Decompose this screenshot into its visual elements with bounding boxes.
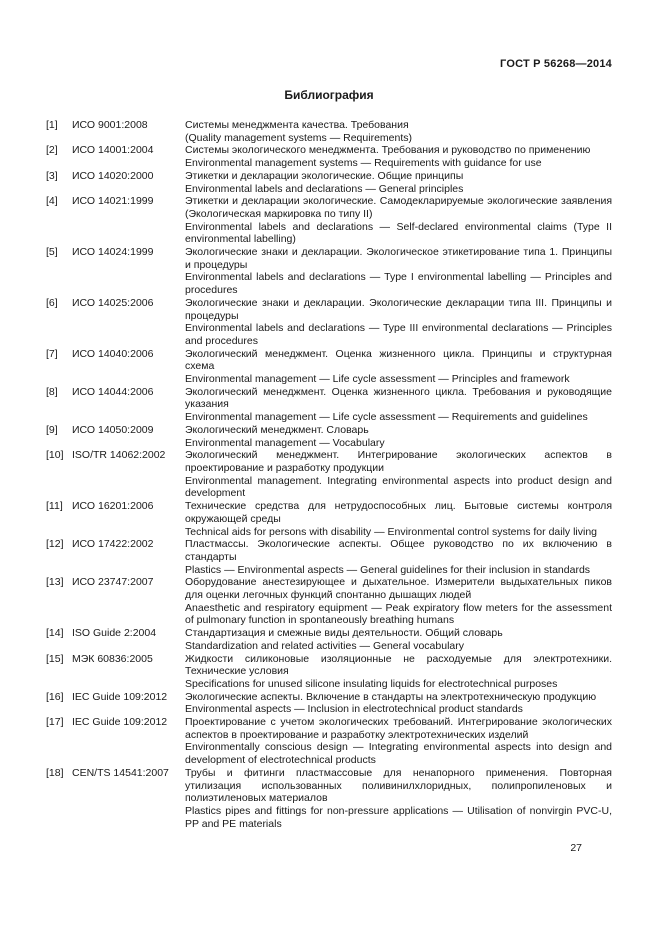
entry-ref: [18] (46, 766, 64, 779)
entry-description (185, 691, 612, 716)
entry-standard-code: ИСО 14024:1999 (72, 246, 154, 259)
bibliography-entry (46, 424, 612, 449)
entry-standard-code: ИСО 14001:2004 (72, 144, 154, 157)
entry-standard-code: IEC Guide 109:2012 (72, 716, 168, 729)
entry-title-ru: Проектирование с учетом экологических требований. Интегрирование экологических аспектов в проектирование и разработку электротехнических изделий (185, 716, 612, 741)
entry-standard-code: ISO/TR 14062:2002 (72, 449, 166, 462)
entry-standard-code: ИСО 14050:2009 (72, 423, 154, 436)
entry-description (185, 119, 612, 144)
entry-ref: [10] (46, 449, 64, 462)
entry-description (185, 500, 612, 538)
entry-title-en: Environmental labels and declarations — General principles (185, 182, 464, 195)
entry-title-en: Environmentally conscious design — Integrating environmental aspects into design and development of electrotechnical products (185, 741, 612, 767)
entry-title-ru: Этикетки и декларации экологические. Самодекларируемые экологические заявления (Экологическая маркировка по типу II) (185, 195, 612, 220)
entry-title-ru: Экологические аспекты. Включение в стандарты на электротехническую продукцию (185, 690, 597, 703)
entry-title-ru: Оборудование анестезирующее и дыхательное. Измерители выдыхательных пиков для оценки легочных функций спонтанно дышащих людей (185, 576, 612, 602)
entry-title-ru: Этикетки и декларации экологические. Общие принципы (185, 169, 464, 182)
entry-description (185, 386, 612, 424)
bibliography-entry (46, 653, 612, 691)
entry-title-ru: Экологический менеджмент. Оценка жизненного цикла. Требования и руководящие указания (185, 385, 612, 411)
entry-title-ru: Трубы и фитинги пластмассовые для ненапорного применения. Повторная утилизация использованных поливинилхлоридных, полипропиленовых и полиэтиленовых материалов (185, 766, 612, 805)
bibliography-entry (46, 449, 612, 500)
bibliography-list (46, 119, 612, 830)
entry-title-en: Specifications for unused silicone insulating liquids for electrotechnical purposes (185, 677, 558, 690)
entry-standard-code: ИСО 14020:2000 (72, 169, 154, 182)
entry-description (185, 449, 612, 500)
entry-title-en: Environmental management. Integrating environmental aspects into product design and development (185, 474, 612, 500)
bibliography-entry (46, 767, 612, 831)
entry-standard-code: МЭК 60836:2005 (72, 652, 153, 665)
entry-title-ru: Жидкости силиконовые изоляционные не расходуемые для электротехники. Технические условия (185, 652, 612, 678)
entry-title-en: Anaesthetic and respiratory equipment — Peak expiratory flow meters for the assessment of pulmonary function in spontaneously breathing humans (185, 601, 612, 627)
entry-title-en: Environmental management — Life cycle assessment — Principles and framework (185, 373, 570, 386)
entry-description (185, 195, 612, 246)
entry-description (185, 653, 612, 691)
entry-title-en: (Quality management systems — Requirements) (185, 131, 412, 144)
entry-ref: [4] (46, 195, 58, 208)
entry-title-ru: Системы экологического менеджмента. Требования и руководство по применению (185, 144, 591, 157)
entry-standard-code: ИСО 23747:2007 (72, 576, 154, 589)
entry-title-en: Environmental aspects — Inclusion in electrotechnical product standards (185, 703, 523, 716)
entry-standard-code: ИСО 14021:1999 (72, 195, 154, 208)
entry-ref: [17] (46, 716, 64, 729)
entry-title-ru: Экологический менеджмент. Словарь (185, 423, 369, 436)
entry-title-en: Plastics — Environmental aspects — General guidelines for their inclusion in standards (185, 563, 591, 576)
bibliography-entry (46, 500, 612, 538)
entry-description (185, 576, 612, 627)
entry-description (185, 246, 612, 297)
entry-title-ru: Технические средства для нетрудоспособных лиц. Бытовые системы контроля окружающей среды (185, 500, 612, 525)
entry-ref: [1] (46, 119, 58, 131)
entry-title-en: Plastics pipes and fittings for non-pressure applications — Utilisation of nonvirgin PVC-U, PP and PE materials (185, 804, 612, 830)
entry-title-ru: Системы менеджмента качества. Требования (185, 119, 409, 131)
entry-description (185, 767, 612, 831)
entry-ref: [11] (46, 500, 63, 513)
entry-standard-code: ИСО 14025:2006 (72, 296, 154, 309)
entry-ref: [13] (46, 576, 64, 589)
entry-title-en: Environmental labels and declarations — Type I environmental labelling — Principles and procedures (185, 271, 612, 297)
entry-ref: [7] (46, 347, 58, 360)
entry-description (185, 538, 612, 576)
entry-title-en: Environmental labels and declarations — Self-declared environmental claims (Type II environmental labelling) (185, 220, 612, 246)
entry-title-en: Environmental management — Vocabulary (185, 436, 385, 449)
entry-ref: [8] (46, 385, 58, 398)
bibliography-entry (46, 576, 612, 627)
entry-ref: [15] (46, 652, 64, 665)
entry-standard-code: ИСО 16201:2006 (72, 500, 154, 513)
entry-description (185, 627, 612, 652)
entry-standard-code: CEN/TS 14541:2007 (72, 766, 169, 779)
entry-ref: [3] (46, 169, 58, 182)
entry-title-ru: Стандартизация и смежные виды деятельности. Общий словарь (185, 627, 503, 640)
entry-title-ru: Экологический менеджмент. Оценка жизненного цикла. Принципы и структурная схема (185, 347, 612, 373)
bibliography-entry (46, 348, 612, 386)
entry-ref: [14] (46, 627, 64, 640)
bibliography-entry (46, 691, 612, 716)
bibliography-entry (46, 170, 612, 195)
entry-description (185, 144, 612, 169)
bibliography-entry (46, 144, 612, 169)
bibliography-entry (46, 716, 612, 767)
entry-standard-code: ИСО 9001:2008 (72, 119, 148, 131)
entry-ref: [9] (46, 423, 58, 436)
entry-standard-code: ИСО 14044:2006 (72, 385, 154, 398)
entry-ref: [2] (46, 144, 58, 157)
entry-standard-code: IEC Guide 109:2012 (72, 690, 168, 703)
entry-title-ru: Пластмассы. Экологические аспекты. Общее руководство по их включению в стандарты (185, 538, 612, 563)
entry-description (185, 424, 612, 449)
bibliography-entry (46, 297, 612, 348)
section-title: Библиография (284, 88, 374, 102)
standard-number: ГОСТ Р 56268—2014 (500, 58, 612, 70)
entry-title-en: Technical aids for persons with disability — Environmental control systems for daily living (185, 525, 598, 538)
page-header (46, 58, 612, 71)
bibliography-entry (46, 538, 612, 576)
entry-title-en: Environmental labels and declarations — Type III environmental declarations — Principles and procedures (185, 322, 612, 347)
entry-standard-code: ИСО 17422:2002 (72, 538, 154, 551)
entry-description (185, 170, 612, 195)
page-number: 27 (570, 842, 582, 855)
entry-description (185, 297, 612, 348)
entry-title-en: Environmental management — Life cycle assessment — Requirements and guidelines (185, 411, 588, 424)
entry-ref: [6] (46, 296, 58, 309)
entry-description (185, 716, 612, 767)
bibliography-entry (46, 246, 612, 297)
entry-standard-code: ISO Guide 2:2004 (72, 627, 157, 640)
entry-ref: [12] (46, 538, 64, 551)
bibliography-entry (46, 195, 612, 246)
entry-title-ru: Экологические знаки и декларации. Экологическое этикетирование типа 1. Принципы и процедуры (185, 246, 612, 271)
entry-standard-code: ИСО 14040:2006 (72, 347, 154, 360)
entry-title-ru: Экологический менеджмент. Интегрирование экологических аспектов в проектирование и разработку продукции (185, 449, 612, 474)
entry-description (185, 348, 612, 386)
entry-title-ru: Экологические знаки и декларации. Экологические декларации типа III. Принципы и процедуры (185, 296, 612, 322)
bibliography-entry (46, 119, 612, 144)
bibliography-entry (46, 386, 612, 424)
bibliography-entry (46, 627, 612, 652)
entry-ref: [16] (46, 690, 64, 703)
entry-title-en: Environmental management systems — Requirements with guidance for use (185, 157, 542, 170)
entry-ref: [5] (46, 246, 58, 259)
entry-title-en: Standardization and related activities — General vocabulary (185, 639, 464, 652)
